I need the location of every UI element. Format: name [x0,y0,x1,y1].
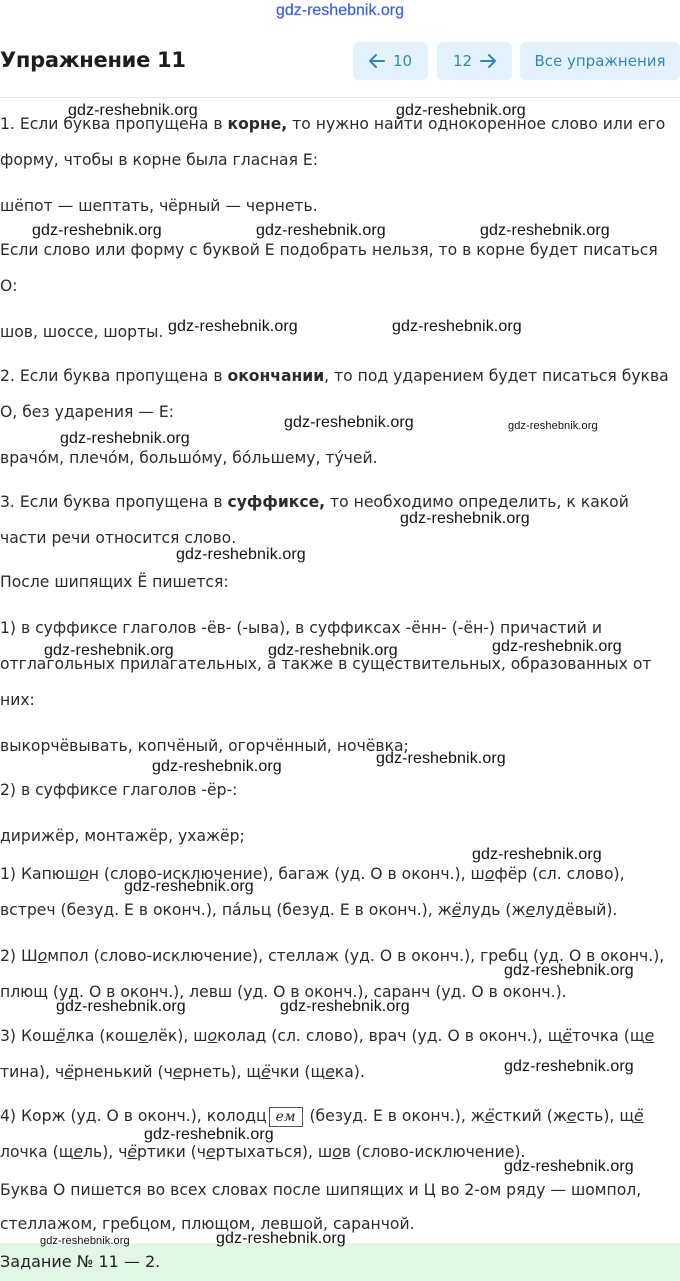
next-exercise-label: 12 [452,52,473,70]
watermark: gdz-reshebnik.org [144,1126,274,1143]
site-watermark: gdz-reshebnik.org [275,2,405,19]
task-footer-label: Задание № 11 — 2. [0,1252,161,1271]
watermark: gdz-reshebnik.org [124,878,254,895]
watermark: gdz-reshebnik.org [40,1235,130,1247]
text-line: 2. Если буква пропущена в окончании, то под ударением будет писаться буква [0,367,669,385]
all-exercises-label: Все упражнения [534,52,666,70]
watermark: gdz-reshebnik.org [400,510,530,527]
watermark: gdz-reshebnik.org [280,998,410,1015]
task-footer [0,1243,680,1281]
all-exercises-button[interactable] [520,42,680,80]
text-line: части речи относится слово. [0,529,237,547]
next-exercise-button[interactable] [437,42,512,80]
text-line: После шипящих Ё пишется: [0,573,229,591]
text-line: них: [0,691,35,709]
watermark: gdz-reshebnik.org [376,750,506,767]
example-line: врачо́м, плечо́м, большо́му, бо́льшему, ту́чей. [0,449,378,467]
watermark: gdz-reshebnik.org [392,318,522,335]
example-line: дирижёр, монтажёр, ухажёр; [0,827,245,845]
boxed-ending: ем [269,1107,303,1127]
answer-row-1: 1) Капюшон (слово-исключение), багаж (уд. О в оконч.), шофёр (сл. слово), [0,865,625,883]
answer-row-4: лочка (щель), чёртики (чертыхаться), шов (слово-исключение). [0,1143,526,1161]
text-line: О, без ударения — Е: [0,403,175,421]
watermark: gdz-reshebnik.org [32,222,162,239]
text-line: О: [0,277,18,295]
answer-row-1: встреч (безуд. Е в оконч.), па́льц (безуд. Е в оконч.), жёлудь (желудёвый). [0,901,618,919]
watermark: gdz-reshebnik.org [152,758,282,775]
header-divider [0,97,680,98]
text-line: отглагольных прилагательных, а также в существительных, образованных от [0,655,652,673]
example-line: шов, шоссе, шорты. [0,323,164,341]
watermark: gdz-reshebnik.org [44,642,174,659]
watermark: gdz-reshebnik.org [256,222,386,239]
text-line: 1) в суффиксе глаголов -ёв- (-ыва), в суффиксах -ённ- (-ён-) причастий и [0,619,602,637]
text-line: 3. Если буква пропущена в суффиксе, то необходимо определить, к какой [0,493,629,511]
prev-exercise-button[interactable] [353,42,428,80]
answer-row-4: 4) Корж (уд. О в оконч.), колодц ем (безуд. Е в оконч.), жёсткий (жесть), щё [0,1107,644,1125]
watermark: gdz-reshebnik.org [284,414,414,431]
watermark: gdz-reshebnik.org [504,1158,634,1175]
watermark: gdz-reshebnik.org [176,546,306,563]
answer-row-3: 3) Кошёлка (кошелёк), шоколад (сл. слово), врач (уд. О в оконч.), щёточка (ще [0,1027,655,1045]
watermark: gdz-reshebnik.org [508,420,598,432]
arrow-right-icon [480,54,496,68]
page-title: Упражнение 11 [0,48,186,72]
text-line: 1. Если буква пропущена в корне, то нужно найти однокоренное слово или его [0,115,666,133]
watermark: gdz-reshebnik.org [472,846,602,863]
watermark: gdz-reshebnik.org [504,1058,634,1075]
arrow-left-icon [369,54,385,68]
watermark: gdz-reshebnik.org [268,642,398,659]
watermark: gdz-reshebnik.org [216,1230,346,1247]
watermark: gdz-reshebnik.org [56,998,186,1015]
prev-exercise-label: 10 [392,52,413,70]
text-line: 2) в суффиксе глаголов -ёр-: [0,781,238,799]
summary-line: стеллажом, гребцом, плющом, левшой, саранчой. [0,1215,415,1233]
text-line: форму, чтобы в корне была гласная Е: [0,151,319,169]
answer-row-3: тина), чёрненький (чернеть), щёчки (щека). [0,1063,365,1081]
summary-line: Буква О пишется во всех словах после шипящих и Ц во 2-ом ряду — шомпол, [0,1181,642,1199]
example-line: шёпот — шептать, чёрный — чернеть. [0,197,318,215]
exercise-header [0,42,680,82]
text-line: Если слово или форму с буквой Е подобрать нельзя, то в корне будет писаться [0,241,658,259]
watermark: gdz-reshebnik.org [480,222,610,239]
watermark: gdz-reshebnik.org [60,430,190,447]
answer-row-2: плющ (уд. О в оконч.), левш (уд. О в оконч.), саранч (уд. О в оконч.). [0,983,567,1001]
watermark: gdz-reshebnik.org [504,962,634,979]
answer-row-2: 2) Шомпол (слово-исключение), стеллаж (уд. О в оконч.), гребц (уд. О в оконч.), [0,947,665,965]
watermark: gdz-reshebnik.org [68,102,198,119]
watermark: gdz-reshebnik.org [396,102,526,119]
watermark: gdz-reshebnik.org [492,638,622,655]
example-line: выкорчёвывать, копчёный, огорчённый, ночёвка; [0,737,409,755]
watermark: gdz-reshebnik.org [168,318,298,335]
